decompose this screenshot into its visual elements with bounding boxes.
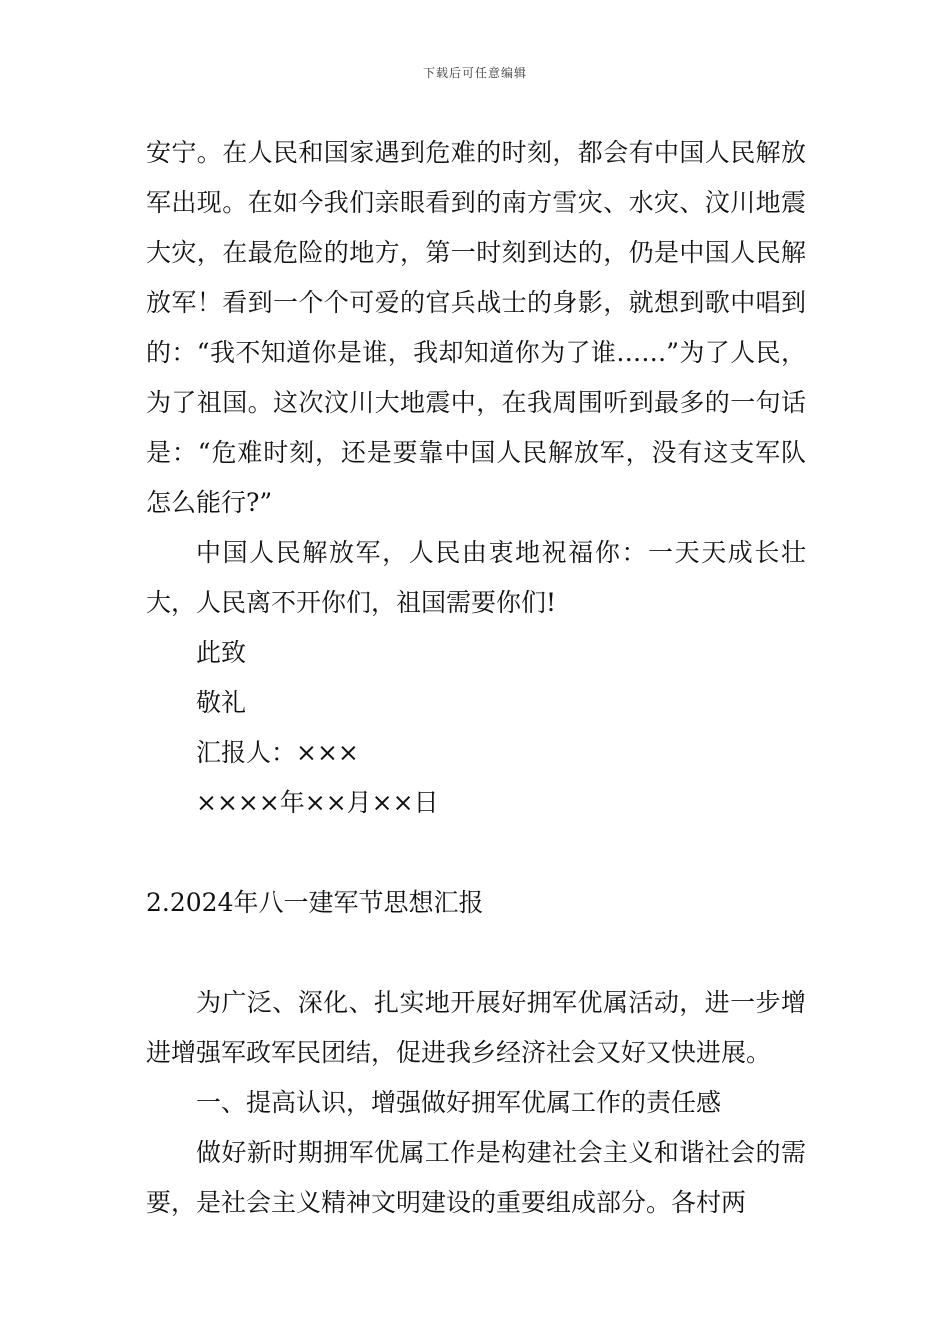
heading-one: 一、提高认识，增强做好拥军优属工作的责任感: [196, 1088, 722, 1117]
paragraph-blessing: 中国人民解放军，人民由衷地祝福你：一天天成长壮大，人民离不开你们，祖国需要你们!: [146, 538, 806, 617]
closing-salutation: 此致: [196, 638, 247, 667]
page-header-note: 下载后可任意编辑: [422, 66, 527, 80]
paragraph-intro: 为广泛、深化、扎实地开展好拥军优属活动，进一步增进增强军政军民团结，促进我乡经济社会又好又快进展。: [146, 988, 806, 1067]
paragraph-continuation: 安宁。在人民和国家遇到危难的时刻，都会有中国人民解放军出现。在如今我们亲眼看到的南方雪灾、水灾、汶川地震大灾，在最危险的地方，第一时刻到达的，仍是中国人民解放军！看到一个个可爱的官兵战士的身影，就想到歌中唱到的：“我不知道你是谁，我却知道你为了谁……”为了人民，为了祖国。这次汶川大地震中，在我周围听到最多的一句话是：“危难时刻，还是要靠中国人民解放军，没有这支军队怎么能行?”: [146, 138, 806, 517]
section-title: 2.2024年八一建军节思想汇报: [146, 888, 484, 917]
closing-regards: 敬礼: [196, 688, 247, 717]
document-body: [146, 128, 806, 1228]
report-date: ××××年××月××日: [196, 788, 439, 817]
reporter-signature: 汇报人：×××: [196, 738, 359, 767]
paragraph-need: 做好新时期拥军优属工作是构建社会主义和谐社会的需要，是社会主义精神文明建设的重要组成部分。各村两: [146, 1138, 806, 1217]
